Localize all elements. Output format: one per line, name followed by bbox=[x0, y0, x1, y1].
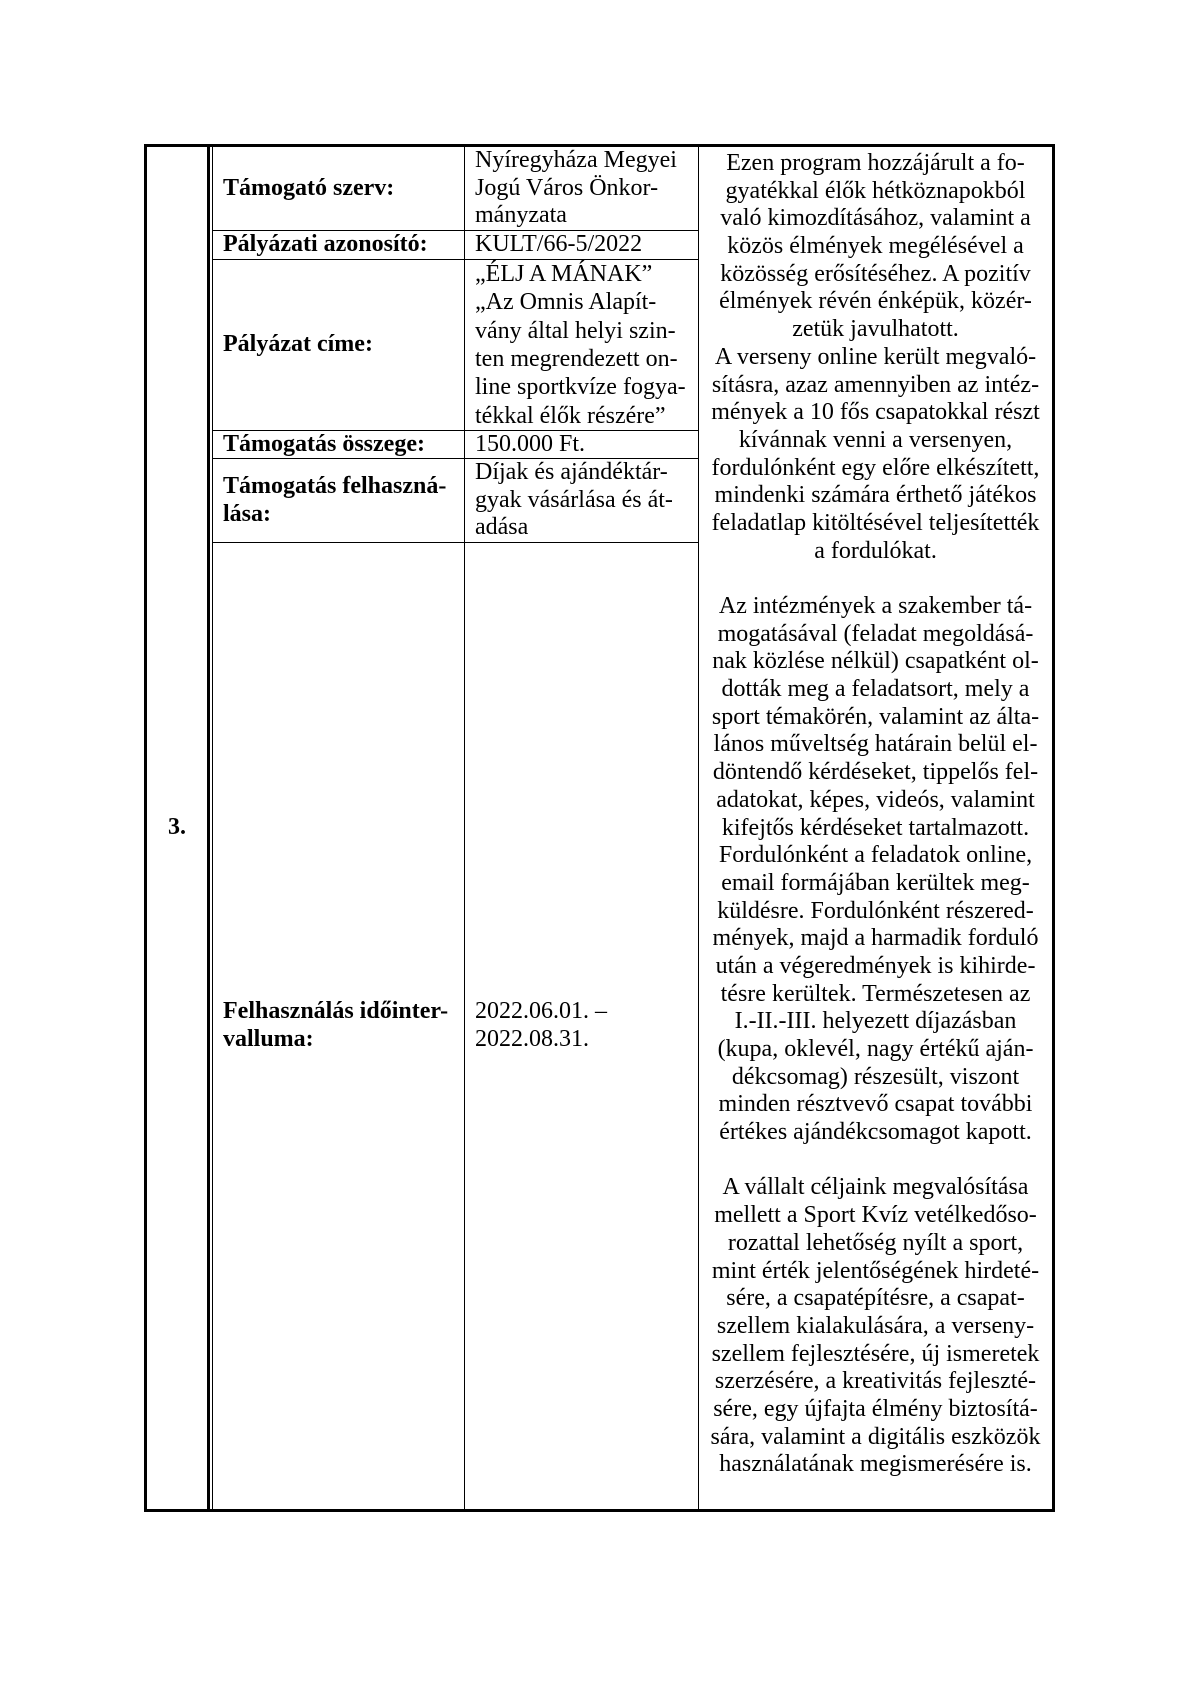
value-line: gyak vásárlása és át- bbox=[475, 486, 673, 513]
usage-period-label-cell bbox=[213, 543, 464, 1509]
label-line: Pályázat címe: bbox=[223, 331, 373, 358]
label-line: Támogatás felhaszná- bbox=[223, 472, 447, 499]
value-line: adása bbox=[475, 514, 529, 541]
description-line: mények a 10 fős csapatokkal részt bbox=[711, 399, 1040, 426]
grant-amount-label-cell bbox=[213, 431, 464, 458]
value-line: Jogú Város Önkor- bbox=[475, 174, 659, 201]
value-line: „ÉLJ A MÁNAK” bbox=[475, 261, 653, 288]
description-line: sport témakörén, valamint az álta- bbox=[711, 703, 1040, 730]
application-id-value-cell bbox=[465, 231, 698, 259]
value-line: line sportkvíze fogya- bbox=[475, 374, 686, 401]
description-paragraph bbox=[699, 593, 1052, 1147]
value-line: ten megrendezett on- bbox=[475, 346, 678, 372]
value-line: 2022.08.31. bbox=[475, 1026, 589, 1052]
description-line: zetük javulhatott. bbox=[792, 316, 959, 343]
description-line: A vállalt céljaink megvalósítása bbox=[722, 1174, 1029, 1201]
row-number-cell bbox=[147, 147, 207, 1509]
description-line: mindenki számára érthető játékos bbox=[714, 482, 1037, 509]
value-line: „Az Omnis Alapít- bbox=[475, 289, 657, 316]
description-line: tésre kerültek. Természetesen az bbox=[720, 980, 1031, 1007]
description-line: email formájában kerültek meg- bbox=[721, 869, 1030, 896]
description-line: lános műveltség határain belül el- bbox=[713, 731, 1038, 758]
description-line: való kimozdításához, valamint a bbox=[720, 205, 1031, 232]
row-number: 3. bbox=[168, 814, 186, 841]
description-line: szerzésére, a kreativitás fejleszté- bbox=[714, 1368, 1037, 1395]
description-line: nak közlése nélkül) csapatként ol- bbox=[712, 648, 1039, 675]
value-line: mányzata bbox=[475, 202, 567, 229]
description-line: gyatékkal élők hétköznapokból bbox=[725, 177, 1026, 204]
description-paragraph bbox=[699, 344, 1052, 566]
label-line: Felhasználás időinter- bbox=[223, 998, 449, 1025]
description-line: Fordulónként a feladatok online, bbox=[718, 842, 1033, 869]
description-line: használatának megismerésére is. bbox=[719, 1451, 1032, 1478]
description-line: élmények révén énképük, közér- bbox=[719, 288, 1032, 315]
description-line: feladatlap kitöltésével teljesítették bbox=[711, 509, 1040, 536]
description-line: adatokat, képes, videós, valamint bbox=[716, 786, 1035, 813]
description-paragraph bbox=[699, 150, 1052, 344]
application-title-value-cell bbox=[465, 260, 698, 430]
description-line: közös élmények megélésével a bbox=[727, 233, 1024, 260]
description-line: mogatásával (feladat megoldásá- bbox=[717, 620, 1034, 647]
value-line: 2022.06.01. – bbox=[475, 998, 607, 1025]
label-line: lása: bbox=[223, 500, 271, 527]
description-line: sításra, azaz amennyiben az intéz- bbox=[711, 371, 1040, 398]
description-line: szellem kialakulására, a verseny- bbox=[716, 1312, 1035, 1339]
description-line: fordulónként egy előre elkészített, bbox=[711, 454, 1040, 481]
description-line: dották meg a feladatsort, mely a bbox=[721, 676, 1030, 703]
number-column-divider bbox=[207, 144, 210, 1512]
value-line: vány által helyi szin- bbox=[475, 317, 676, 344]
description-line: után a végeredmények is kihirde- bbox=[715, 952, 1036, 979]
description-line: Ezen program hozzájárult a fo- bbox=[726, 150, 1025, 176]
description-line: sére, egy újfajta élmény biztosítá- bbox=[713, 1395, 1038, 1422]
description-line: mint érték jelentőségének hirdeté- bbox=[711, 1257, 1040, 1284]
description-line: Az intézmények a szakember tá- bbox=[718, 593, 1033, 619]
description-line: mellett a Sport Kvíz vetélkedőso- bbox=[714, 1202, 1037, 1229]
description-line: szellem fejlesztésére, új ismeretek bbox=[711, 1340, 1040, 1367]
label-line: valluma: bbox=[223, 1026, 314, 1052]
value-line: 150.000 Ft. bbox=[475, 430, 586, 457]
description-line: mények, majd a harmadik forduló bbox=[712, 925, 1039, 952]
grant-usage-value-cell bbox=[465, 459, 698, 542]
application-id-label-cell bbox=[213, 231, 464, 259]
description-line: értékes ajándékcsomagot kapott. bbox=[719, 1119, 1032, 1146]
description-paragraph bbox=[699, 1174, 1052, 1479]
description-line: a fordulókat. bbox=[814, 537, 937, 564]
description-line: rozattal lehetőség nyílt a sport, bbox=[727, 1229, 1024, 1256]
description-line: dékcsomag) részesült, viszont bbox=[731, 1063, 1020, 1090]
description-line: kifejtős kérdéseket tartalmazott. bbox=[721, 814, 1030, 841]
value-line: tékkal élők részére” bbox=[475, 402, 666, 429]
description-line: sére, a csapatépítésre, a csapat- bbox=[726, 1285, 1025, 1312]
description-line: sára, valamint a digitális eszközök bbox=[710, 1423, 1041, 1450]
description-line: I.-II.-III. helyezett díjazásban bbox=[734, 1008, 1017, 1035]
value-line: KULT/66-5/2022 bbox=[475, 231, 643, 258]
description-line: döntendő kérdéseket, tippelős fel- bbox=[712, 759, 1039, 786]
label-line: Pályázati azonosító: bbox=[223, 231, 428, 258]
funder-value-cell bbox=[465, 147, 698, 230]
description-line: minden résztvevő csapat további bbox=[718, 1091, 1033, 1118]
grant-amount-value-cell bbox=[465, 431, 698, 458]
application-title-label-cell bbox=[213, 260, 464, 430]
value-line: Díjak és ajándéktár- bbox=[475, 458, 668, 485]
description-line: küldésre. Fordulónként részered- bbox=[717, 897, 1034, 924]
value-line: Nyíregyháza Megyei bbox=[475, 146, 677, 173]
description-line: kívánnak venni a versenyen, bbox=[738, 426, 1013, 453]
label-line: Támogató szerv: bbox=[223, 174, 395, 201]
description-line: (kupa, oklevél, nagy értékű aján- bbox=[717, 1036, 1034, 1062]
funder-label-cell bbox=[213, 147, 464, 230]
label-line: Támogatás összege: bbox=[223, 430, 425, 457]
description-line: közösség erősítéséhez. A pozitív bbox=[720, 260, 1031, 287]
description-line: A verseny online került megvaló- bbox=[714, 343, 1037, 370]
usage-period-value-cell bbox=[465, 543, 698, 1509]
grant-usage-label-cell bbox=[213, 459, 464, 542]
description-cell bbox=[699, 150, 1052, 1479]
